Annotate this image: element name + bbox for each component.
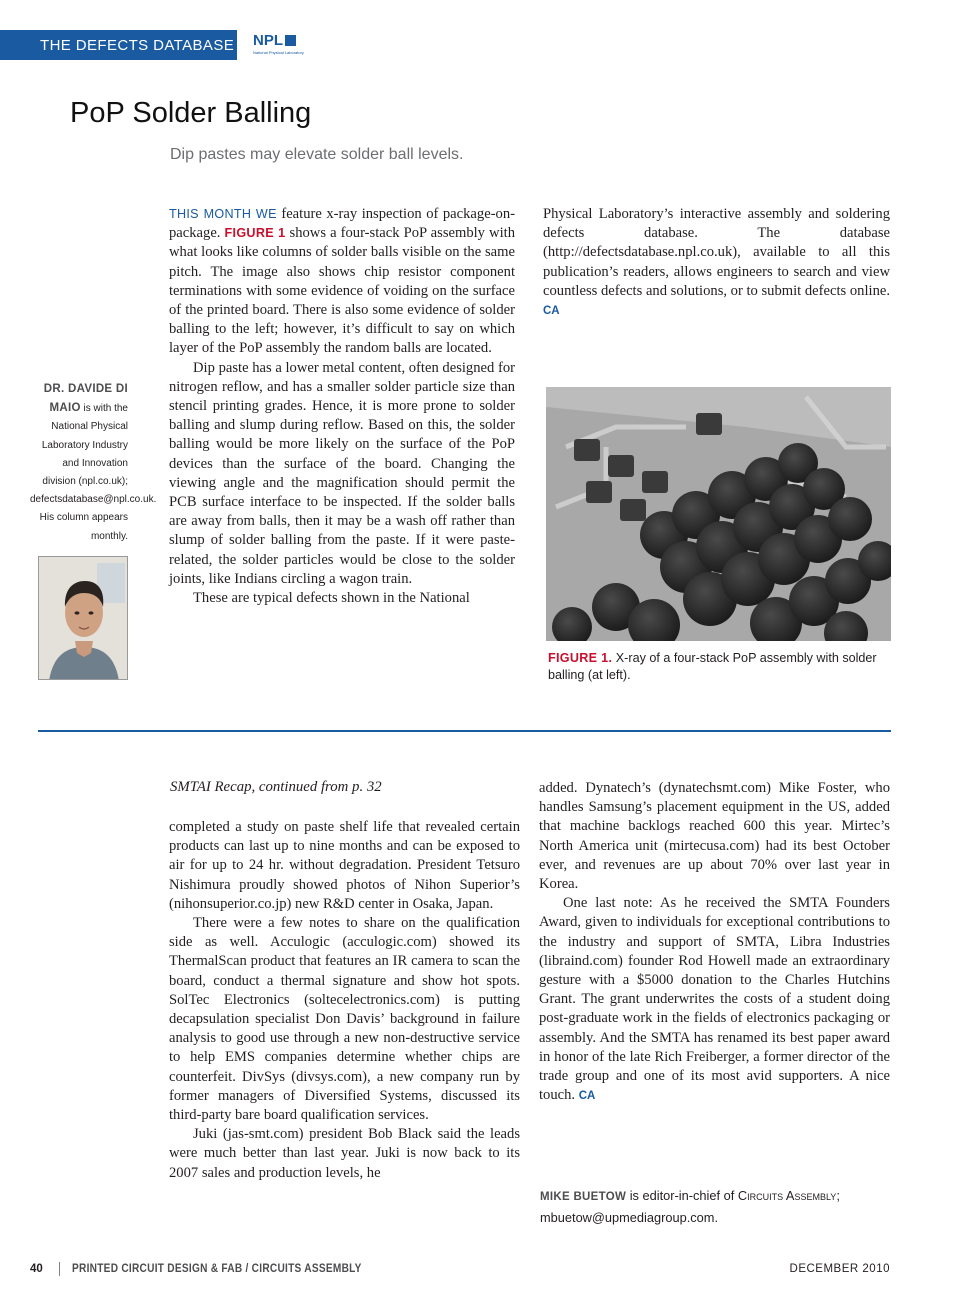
article-paragraph-1	[169, 205, 515, 359]
article-column-1	[169, 205, 515, 608]
recap-paragraph-1: completed a study on paste shelf life that revealed certain products can last up to nine months and can be exposed to air for up to 24 hr. without degradation. President Tetsuro Nishimura proudly showed photos of Nihon Superior’s (nihonsuperior.co.jp) new R&D center in Osaka, Japan.	[169, 819, 520, 912]
author-note-publication: Circuits Assembly	[737, 1188, 837, 1203]
folio	[30, 1262, 401, 1276]
figure-1-xray-image	[546, 387, 891, 641]
figure-caption-text: X-ray of a four-stack PoP assembly with solder balling (at left).	[548, 651, 877, 682]
section-banner	[0, 30, 237, 60]
author-bio	[30, 380, 157, 546]
end-mark: CA	[543, 305, 560, 318]
author-bio-text: is with the National Physical Laboratory Industry and Innovation division (npl.co.uk); defectsdatabase@npl.co.uk. His column appears monthly.	[30, 403, 157, 542]
recap-paragraph-2: There were a few notes to share on the qualification side as well. Acculogic (acculogic.com) showed its ThermalScan product that features an IR camera to scan the board, conduct a thermal signature and show hot spots. SolTec Electronics (soltecelectronics.com) is putting decapsulation specialist Don Davis’ background in failure analysis to good use through a new non-destructive service to help EMS companies determine whether chips are counterfeit. DivSys (divsys.com), a new company run by former managers of Diversified Systems, discussed its third-party bare board qualification services.	[169, 915, 520, 1124]
author-photo	[38, 556, 128, 680]
section-label: THE DEFECTS DATABASE	[40, 36, 235, 54]
figure-1-caption	[548, 650, 890, 684]
npl-logo	[253, 33, 313, 59]
page-title: PoP Solder Balling	[70, 97, 312, 129]
author-note-text-b: ; mbuetow@upmediagroup.com.	[540, 1188, 840, 1225]
section-divider	[38, 730, 891, 732]
article-paragraph-3b-text: Physical Laboratory’s interactive assembly and soldering defects database. The database (http://defectsdatabase.npl.co.uk), available to all this publication’s readers, allows engineers to search and view countless defects and solutions, or to submit defects online.	[543, 206, 890, 299]
recap-end-mark: CA	[578, 1090, 596, 1103]
recap-paragraph-5-text: One last note: As he received the SMTA Founders Award, given to individuals for exceptional contributions to the industry and support of SMTA, Libra Industries (libraind.com) founder Rod Howell made an extraordinary gesture with a $5000 donation to the Charles Hutchins Grant. The grant underwrites the costs of a student doing post-graduate work in the fields of electronics packaging or assembly. And the SMTA has renamed its best paper award in honor of the late Rich Freiberger, a former director of the trade group and one of its most avid supporters. A nice touch.	[539, 895, 890, 1104]
article-paragraph-1-text-a: feature x-ray inspection of package-on-package.	[169, 206, 516, 242]
issue-date: DECEMBER 2010	[789, 1263, 890, 1275]
author-note-text-a: is editor-in-chief of	[626, 1188, 738, 1203]
article-column-2	[543, 205, 890, 321]
recap-paragraph-5	[539, 894, 890, 1106]
article-paragraph-1-text-b: shows a four-stack PoP assembly with what looks like columns of solder balls visible on the same pitch. The image also shows chip resistor component terminations with some evidence of voiding on the surface of the printed board. There is also some evidence of solder balling to the left; however, it’s difficult to say on which layer of the PoP assembly the random balls are located.	[169, 225, 515, 357]
recap-paragraph-3: Juki (jas-smt.com) president Bob Black said the leads were much better than last year. Juki is now back to its 2007 sales and production levels, he	[169, 1126, 520, 1181]
continued-from-line: SMTAI Recap, continued from p. 32	[170, 779, 382, 795]
article-paragraph-3b	[543, 205, 890, 321]
recap-paragraph-4: added. Dynatech’s (dynatechsmt.com) Mike Foster, who handles Samsung’s placement equipment in the US, added that machine backlogs reached 600 this year. Mirtec’s North America unit (mirtecusa.com) had its best October ever, and revenues are up about 70% over last year in Korea.	[539, 780, 890, 893]
recap-column-2	[539, 779, 890, 1106]
lead-in: THIS MONTH WE	[169, 207, 277, 221]
publication-name: PRINTED CIRCUIT DESIGN & FAB / CIRCUITS ASSEMBLY	[71, 1263, 362, 1275]
article-paragraph-2: Dip paste has a lower metal content, often designed for nitrogen reflow, and has a smaller solder particle size than stencil printing grades. Hence, it is more prone to solder balling and slump during reflow. Based on this, the solder balling would be more likely on the surface of the PoP devices than the surface of the board. Changing the viewing angle and the magnification should permit the PCB surface interface to be inspected. If the solder balls are away from balls, then it may be a wash off rather than slump of solder balling from the paste. If it were paste-related, the solder particles would be close to the solder joints, like Indians circling a wagon train.	[169, 359, 515, 587]
logo-text: NPL	[253, 32, 283, 49]
page-number: 40	[30, 1263, 43, 1275]
figure-caption-label: FIGURE 1.	[548, 651, 613, 665]
recap-column-1	[169, 818, 520, 1183]
folio-separator	[59, 1262, 60, 1276]
author-name: DR. DAVIDE DI MAIO	[43, 383, 128, 415]
article-paragraph-3a: These are typical defects shown in the National	[193, 590, 470, 607]
figure-reference: FIGURE 1	[224, 226, 286, 241]
author-note	[540, 1186, 890, 1227]
page-dek: Dip pastes may elevate solder ball levels.	[170, 146, 464, 163]
author-note-name: MIKE BUETOW	[540, 1191, 627, 1203]
logo-subtitle: National Physical Laboratory	[253, 50, 304, 55]
xray-pop-assembly-icon	[546, 387, 891, 641]
logo-square-icon	[285, 35, 296, 46]
author-portrait-icon	[39, 557, 128, 680]
